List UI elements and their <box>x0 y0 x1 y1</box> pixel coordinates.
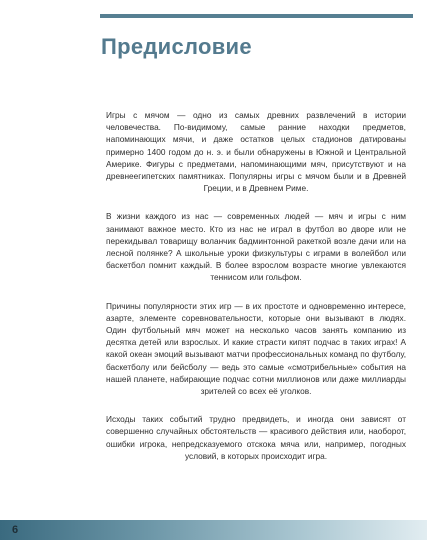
footer-band <box>0 520 427 540</box>
paragraph-2: В жизни каждого из нас — современных людей — мяч и игры с ним занимают важное место. Кто из нас не играл в футбол во дворе или не перекидывал товарищу воланчик бадминтонной ракеткой возле дачи или на лесной полянке? А школьные уроки физкультуры с играми в волейбол или баскетбол помнит каждый. В более взрослом возрасте многие увлекаются теннисом или гольфом. <box>106 211 406 283</box>
body-text <box>106 109 406 478</box>
page-number: 6 <box>12 524 19 536</box>
paragraph-1: Игры с мячом — одно из самых древних развлечений в истории человечества. По-видимому, самые ранние находки предметов, напоминающих мячи, и даже остатков целых стадионов датированы примерно 1400 годом до н. э. и были обнаружены в Южной и Центральной Америке. Фигуры с предметами, напоминающими мяч, присутствуют и на древнеегипетских памятниках. Популярны игры с мячом были и в Древней Греции, и в Древнем Риме. <box>106 110 406 194</box>
page-title: Предисловие <box>101 34 252 59</box>
top-decorative-rule <box>100 14 413 18</box>
paragraph-3: Причины популярности этих игр — в их простоте и одновременно интересе, азарте, элементе соревновательности, которые они вызывают в людях. Один футбольный мяч может на несколько часов занять компанию из десятка детей или взрослых. И какие страсти кипят подчас в таких играх! А какой океан эмоций вызывают матчи профессиональных команд по футболу, баскетболу или бейсболу — ведь это самые «смотрибельные» события на нашей планете, набирающие подчас сотни миллионов или даже миллиарды зрителей со всех её уголков. <box>106 300 406 397</box>
paragraph-4: Исходы таких событий трудно предвидеть, и иногда они зависят от совершенно случайных обстоятельств — красивого действия или, наоборот, ошибки игрока, непредсказуемого отскока мяча или, например, погодных условий, в которых происходит игра. <box>106 414 406 461</box>
